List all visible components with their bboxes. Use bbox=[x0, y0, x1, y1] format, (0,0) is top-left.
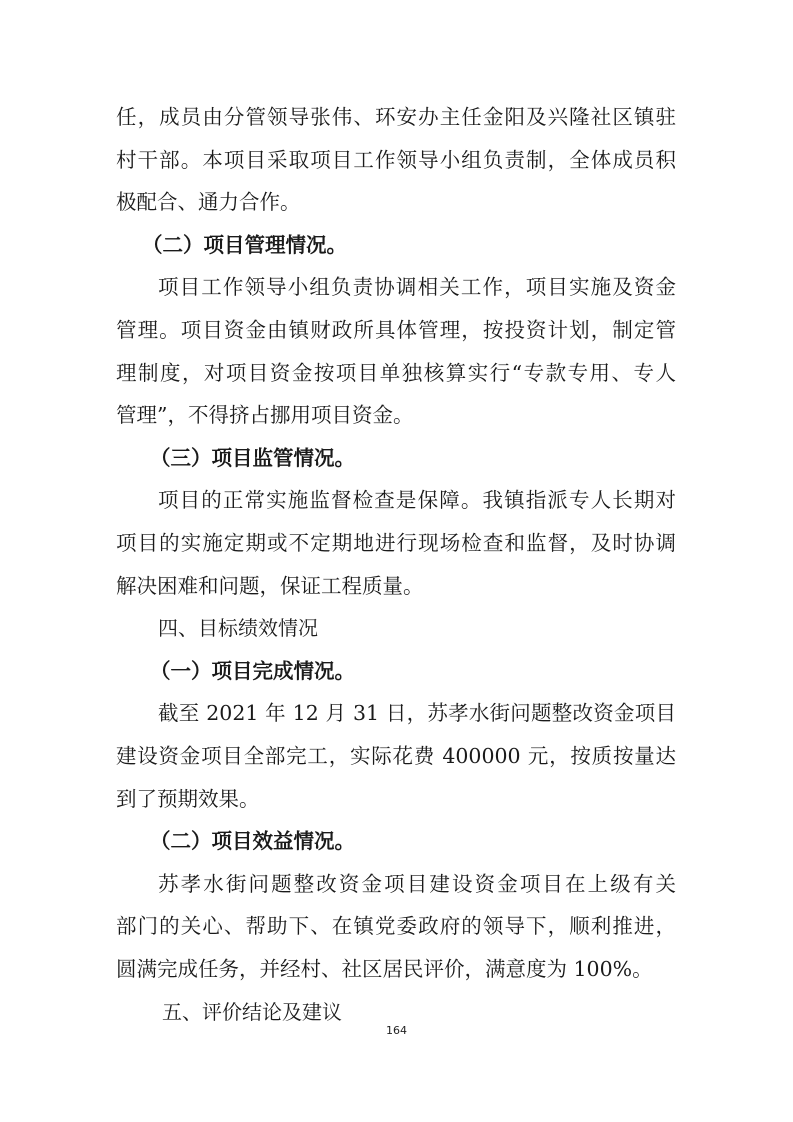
paragraph-line: 村干部。本项目采取项目工作领导小组负责制，全体成员积 bbox=[116, 147, 676, 172]
paragraph-line: 截至 2021 年 12 月 31 日，苏孝水街问题整改资金项目 bbox=[158, 701, 676, 726]
paragraph-line: 苏孝水街问题整改资金项目建设资金项目在上级有关 bbox=[158, 871, 676, 896]
paragraph-line: 项目工作领导小组负责协调相关工作，项目实施及资金 bbox=[158, 275, 676, 300]
subheading-supervision: （三）项目监管情况。 bbox=[150, 445, 355, 470]
paragraph-line: 部门的关心、帮助下、在镇党委政府的领导下，顺利推进， bbox=[116, 914, 676, 939]
subheading-benefit: （二）项目效益情况。 bbox=[150, 829, 355, 854]
paragraph-line: 建设资金项目全部完工，实际花费 400000 元，按质按量达 bbox=[116, 744, 676, 768]
paragraph-line: 项目的实施定期或不定期地进行现场检查和监督，及时协调 bbox=[116, 531, 676, 555]
paragraph-line: 解决困难和问题，保证工程质量。 bbox=[116, 573, 424, 598]
paragraph-line: 管理”，不得挤占挪用项目资金。 bbox=[116, 403, 414, 428]
paragraph-line: 任，成员由分管领导张伟、环安办主任金阳及兴隆社区镇驻 bbox=[116, 105, 676, 129]
paragraph-line: 圆满完成任务，并经村、社区居民评价，满意度为 100%。 bbox=[116, 957, 653, 981]
subheading-completion: （一）项目完成情况。 bbox=[150, 658, 355, 683]
page-number: 164 bbox=[386, 1024, 407, 1037]
section-heading-4: 四、目标绩效情况 bbox=[158, 616, 318, 641]
paragraph-line: 项目的正常实施监督检查是保障。我镇指派专人长期对 bbox=[158, 488, 676, 513]
paragraph-line: 理制度，对项目资金按项目单独核算实行“专款专用、专人 bbox=[116, 360, 676, 385]
paragraph-line: 到了预期效果。 bbox=[116, 786, 260, 811]
paragraph-line: 管理。项目资金由镇财政所具体管理，按投资计划，制定管 bbox=[116, 318, 676, 342]
paragraph-line: 极配合、通力合作。 bbox=[116, 190, 301, 215]
section-heading-5: 五、评价结论及建议 bbox=[162, 999, 342, 1024]
subheading-management: （二）项目管理情况。 bbox=[142, 232, 347, 257]
